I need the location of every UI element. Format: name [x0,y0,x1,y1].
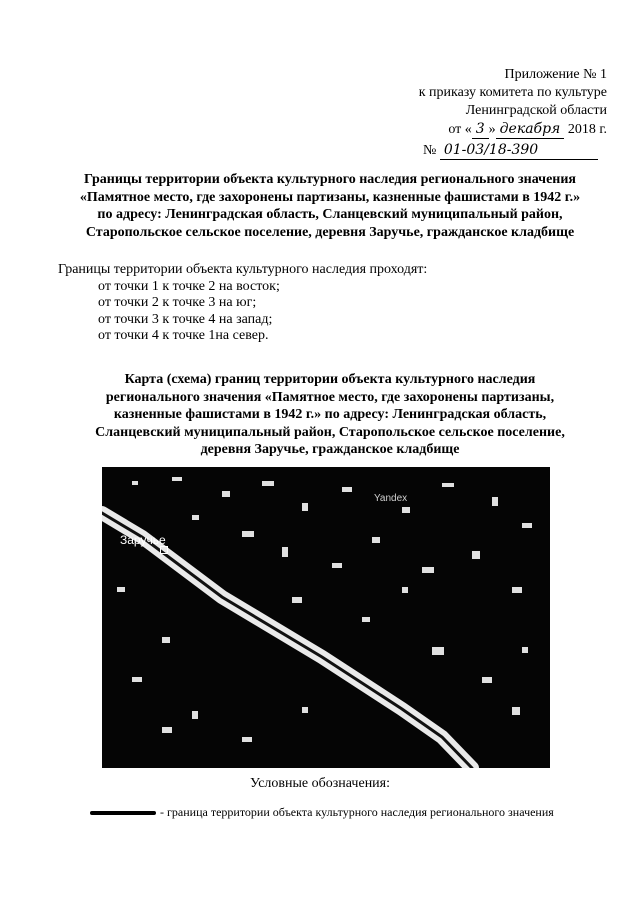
appendix-order: к приказу комитета по культуре [418,85,607,100]
border-item: от точки 1 к точке 2 на восток; [98,278,280,294]
document-title: Границы территории объекта культурного наследия регионального значения «Памятное место, где захоронены партизаны, казненные фашистами в 1942 г.» по адресу: Ленинградская область, Сланцевский муниципальный район, Старопольское сельское поселение, деревня Заручье, гражданское кладбище [79,172,581,240]
legend-title: Условные обозначения: [249,776,391,791]
border-line-symbol-icon [90,811,156,815]
satellite-map [102,467,550,768]
map-watermark: Yandex [374,493,408,504]
village-label: Заручье [120,533,166,547]
order-date: от « 3 » декабря 2018 г. [448,121,607,137]
location-pin-icon [160,546,168,554]
border-item: от точки 3 к точке 4 на запад; [98,311,273,327]
map-imagery [102,467,550,768]
appendix-header [367,66,607,160]
legend [90,805,554,820]
borders-description [58,262,427,345]
appendix-region: Ленинградской области [465,103,607,118]
date-month: декабря [496,120,565,139]
border-item: от точки 4 к точке 1на север. [98,328,269,343]
appendix-number: Приложение № 1 [504,67,607,82]
borders-intro: Границы территории объекта культурного наследия проходят: [58,262,428,277]
legend-item-label: - граница территории объекта культурного наследия регионального значения [160,805,554,819]
date-day: 3 [472,120,489,139]
map-title: Карта (схема) границ территории объекта культурного наследия регионального значения «Памятное место, где захоронены партизаны, казненные фашистами в 1942 г.» по адресу: Ленинградская область, Сланцевский муниципальный район, Старопольское сельское поселение, деревня Заручье, гражданское кладбище [95,372,565,457]
border-item: от точки 2 к точке 3 на юг; [98,295,257,310]
order-number-value: 01-03/18-390 [440,141,598,160]
order-number: № 01-03/18-390 [367,141,607,160]
